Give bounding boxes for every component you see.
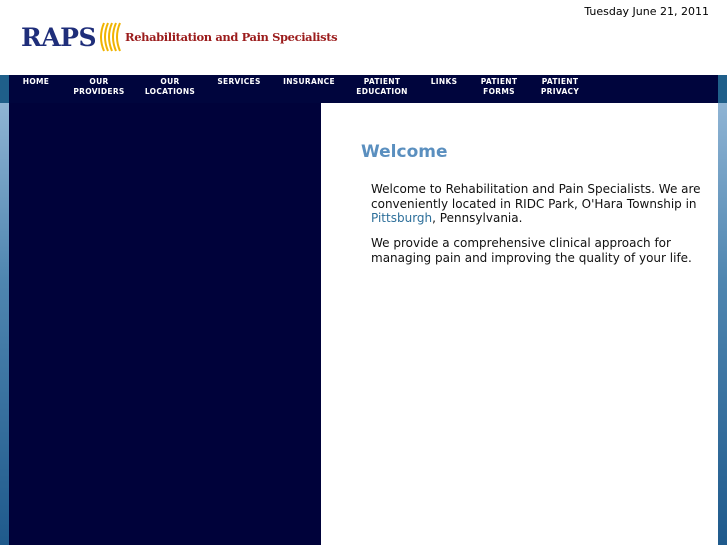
nav-links[interactable]: LINKS	[430, 77, 458, 86]
nav-right-edge	[718, 75, 727, 103]
site-logo[interactable]	[21, 21, 337, 53]
left-panel	[9, 103, 321, 545]
left-gradient-strip	[0, 103, 9, 545]
nav-patient-education[interactable]: PATIENT EDUCATION	[356, 77, 408, 96]
nav-insurance[interactable]: INSURANCE	[283, 77, 335, 86]
main-nav	[0, 75, 727, 103]
intro-paragraph	[371, 182, 701, 226]
pittsburgh-link[interactable]: Pittsburgh	[371, 211, 433, 225]
nav-home[interactable]: HOME	[22, 77, 50, 86]
header	[0, 0, 727, 75]
intro-text: Welcome to Rehabilitation and Pain Specialists. We are conveniently located in RIDC Park, O'Hara Township in	[371, 182, 701, 211]
intro-text-end: , Pennsylvania.	[432, 211, 523, 225]
nav-left-edge	[0, 75, 9, 103]
current-date: Tuesday June 21, 2011	[584, 5, 709, 18]
page-title: Welcome	[361, 142, 448, 162]
mission-paragraph: We provide a comprehensive clinical approach for managing pain and improving the quality of your life.	[371, 236, 692, 265]
right-gradient-strip	[718, 103, 727, 545]
logo-tagline: Rehabilitation and Pain Specialists	[125, 30, 338, 44]
logo-arcs-icon	[100, 21, 124, 53]
nav-services[interactable]: SERVICES	[217, 77, 261, 86]
nav-our-providers[interactable]: OUR PROVIDERS	[73, 77, 125, 96]
nav-patient-forms[interactable]: PATIENT FORMS	[480, 77, 518, 96]
nav-patient-privacy[interactable]: PATIENT PRIVACY	[540, 77, 580, 96]
main-content	[321, 103, 718, 545]
logo-wordmark: RAPS	[21, 22, 97, 52]
nav-our-locations[interactable]: OUR LOCATIONS	[144, 77, 196, 96]
